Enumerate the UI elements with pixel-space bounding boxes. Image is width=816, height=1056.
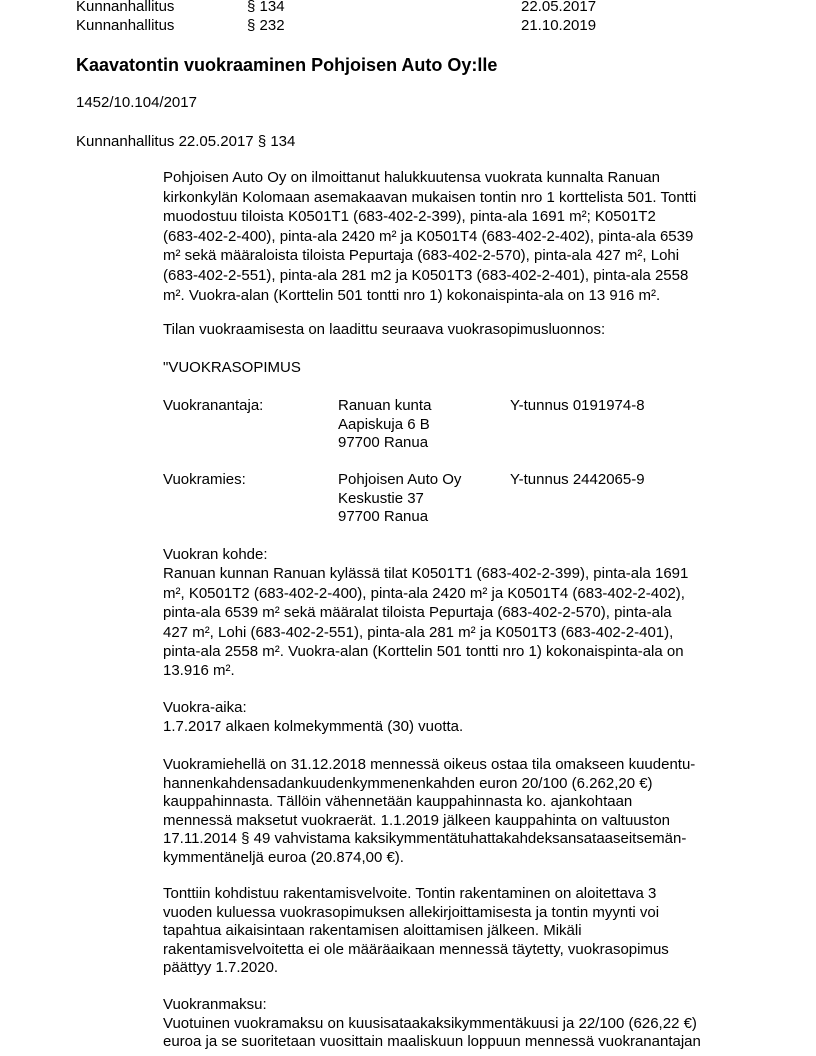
text-line: 17.11.2014 § 49 vahvistama kaksikymmentätuhattakahdeksansataaseitsemän-: [163, 830, 687, 848]
text-line: Vuokra-aika:: [163, 699, 247, 716]
header-date: 21.10.2019: [521, 16, 597, 34]
text-line: kauppahinnasta. Tällöin vähennetään kauppahinnasta ko. ajankohtaan: [163, 793, 633, 811]
header-col-body: [76, 0, 174, 35]
text-line: Tonttiin kohdistuu rakentamisvelvoite. Tontin rakentaminen on aloitettava 3: [163, 885, 657, 902]
text-line: kymmentäneljä euroa (20.874,00 €).: [163, 848, 404, 866]
text-line: Ranuan kunta: [338, 397, 432, 414]
text-line: kirkonkylän Kolomaan asemakaavan mukaisen tontin nro 1 korttelista 501. Tontti: [163, 188, 697, 206]
text-line: pinta-ala 6539 m² sekä määralat tiloista Pepurtaja (683-402-2-570), pinta-ala: [163, 604, 672, 622]
lessor-label: Vuokranantaja:: [163, 397, 264, 414]
lessee-label: Vuokramies:: [163, 471, 246, 488]
header-date: 22.05.2017: [521, 0, 597, 15]
lessor-address: [338, 397, 431, 453]
text-line: (683-402-2-551), pinta-ala 281 m2 ja K0501T3 (683-402-2-401), pinta-ala 2558: [163, 266, 689, 284]
header-col-section: [247, 0, 285, 35]
term-section: [163, 699, 463, 736]
text-line: Vuokramiehellä on 31.12.2018 mennessä oikeus ostaa tila omakseen kuudentu-: [163, 756, 696, 773]
text-line: tapahtua aikaisintaan rakentamisen aloittamisen jälkeen. Mikäli: [163, 922, 582, 940]
header-body: Kunnanhallitus: [76, 16, 175, 34]
text-line: Aapiskuja 6 B: [338, 415, 430, 433]
header-col-date: [521, 0, 596, 35]
text-line: Vuokranmaksu:: [163, 996, 267, 1013]
text-line: 97700 Ranua: [338, 434, 429, 452]
subject-section: [163, 545, 688, 681]
rent-section: [163, 996, 701, 1052]
intro-paragraph: [163, 168, 696, 305]
text-line: Vuotuinen vuokramaksu on kuusisataakaksikymmentäkuusi ja 22/100 (626,22 €): [163, 1014, 697, 1032]
purchase-right-section: [163, 756, 695, 868]
text-line: Ranuan kunnan Ranuan kylässä tilat K0501T1 (683-402-2-399), pinta-ala 1691: [163, 565, 689, 583]
text-line: m², K0501T2 (683-402-2-400), pinta-ala 2420 m² ja K0501T4 (683-402-2-402),: [163, 584, 685, 602]
text-line: vuoden kuluessa vuokrasopimuksen allekirjoittamisesta ja tontin myynti voi: [163, 903, 660, 921]
text-line: päättyy 1.7.2020.: [163, 959, 279, 977]
record-number: 1452/10.104/2017: [76, 94, 197, 111]
text-line: 1.7.2017 alkaen kolmekymmentä (30) vuotta.: [163, 717, 464, 735]
text-line: hannenkahdensadankuudenkymmenenkahden euron 20/100 (6.262,20 €): [163, 774, 653, 792]
lessee-business-id: Y-tunnus 2442065-9: [510, 471, 645, 488]
text-line: rakentamisvelvoitetta ei ole määräaikaan mennessä täytetty, vuokrasopimus: [163, 940, 669, 958]
text-line: pinta-ala 2558 m². Vuokra-alan (Korttelin 501 tontti nro 1) kokonaispinta-ala on: [163, 643, 684, 661]
meeting-line: Kunnanhallitus 22.05.2017 § 134: [76, 133, 296, 150]
text-line: (683-402-2-400), pinta-ala 2420 m² ja K0501T4 (683-402-2-402), pinta-ala 6539: [163, 227, 694, 245]
lessee-address: [338, 471, 461, 527]
header-section: § 232: [247, 16, 285, 34]
text-line: mennessä maksetut vuokraerät. 1.1.2019 jälkeen kauppahinta on valtuuston: [163, 811, 670, 829]
contract-heading: "VUOKRASOPIMUS: [163, 359, 301, 376]
building-obligation-section: [163, 885, 669, 978]
lessor-business-id: Y-tunnus 0191974-8: [510, 397, 645, 414]
text-line: m² sekä määraloista tiloista Pepurtaja (683-402-2-570), pinta-ala 427 m², Lohi: [163, 247, 680, 265]
page-title: Kaavatontin vuokraaminen Pohjoisen Auto Oy:lle: [76, 55, 498, 75]
text-line: Pohjoisen Auto Oy: [338, 471, 462, 488]
text-line: muodostuu tiloista K0501T1 (683-402-2-399), pinta-ala 1691 m²; K0501T2: [163, 208, 656, 226]
text-line: Keskustie 37: [338, 489, 424, 507]
text-line: 13.916 m².: [163, 662, 235, 680]
draft-intro: Tilan vuokraamisesta on laadittu seuraava vuokrasopimusluonnos:: [163, 321, 606, 338]
text-line: 427 m², Lohi (683-402-2-551), pinta-ala 281 m² ja K0501T3 (683-402-2-401),: [163, 623, 674, 641]
text-line: Vuokran kohde:: [163, 546, 268, 563]
header-section: § 134: [247, 0, 285, 15]
text-line: euroa ja se suoritetaan vuosittain maaliskuun loppuun mennessä vuokranantajan: [163, 1033, 701, 1051]
text-line: 97700 Ranua: [338, 508, 429, 526]
text-line: Pohjoisen Auto Oy on ilmoittanut halukkuutensa vuokrata kunnalta Ranuan: [163, 169, 660, 186]
header-body: Kunnanhallitus: [76, 0, 175, 15]
text-line: m². Vuokra-alan (Korttelin 501 tontti nro 1) kokonaispinta-ala on 13 916 m².: [163, 286, 661, 304]
